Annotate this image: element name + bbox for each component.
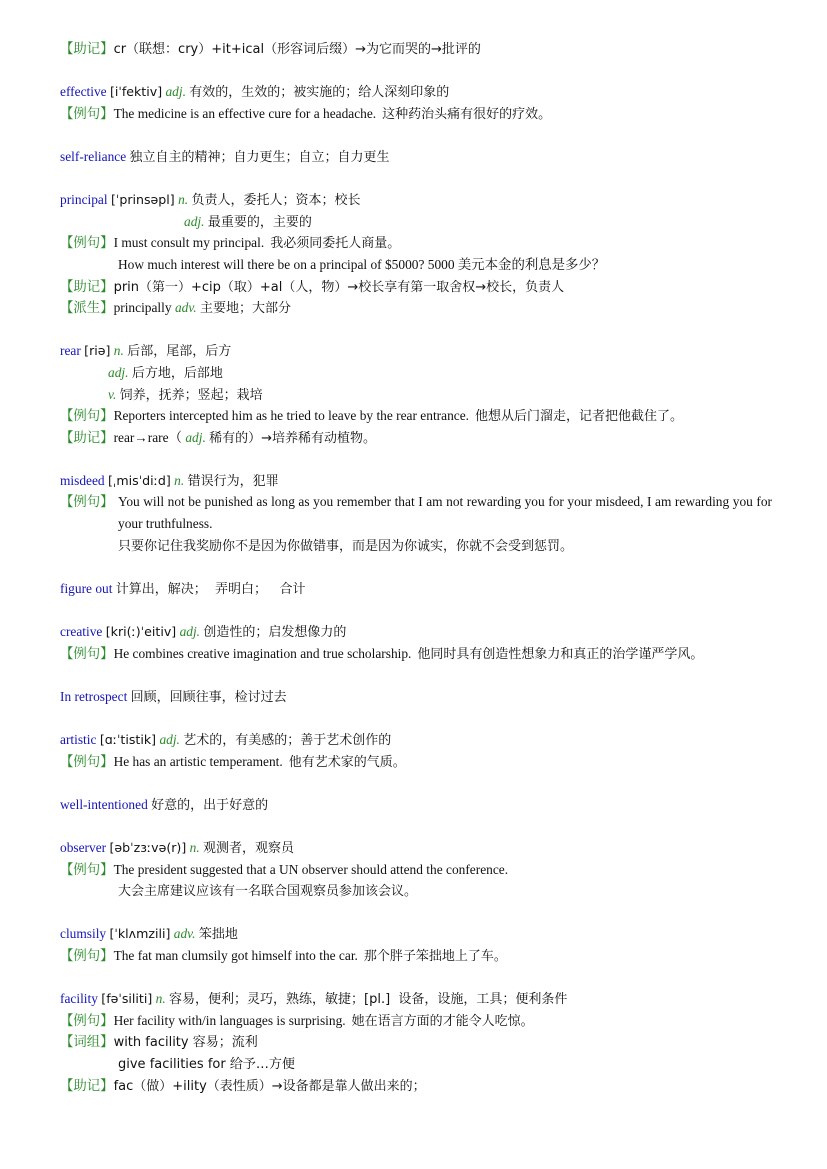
definition: 计算出，解决； 弄明白； 合计: [115, 581, 306, 597]
memo-text: 稀有的）→培养稀有动植物。: [209, 430, 377, 446]
phrase-tag: 【词组】: [60, 1034, 114, 1050]
definition: 艺术的，有美感的；善于艺术创作的: [183, 733, 392, 748]
example-english: He combines creative imagination and true scholarship.: [113, 645, 412, 661]
part-of-speech: adj.: [108, 364, 129, 380]
example-english: Reporters intercepted him as he tried to leave by the rear entrance.: [113, 408, 469, 424]
headword: observer: [60, 839, 107, 855]
part-of-speech: n.: [155, 991, 166, 1007]
part-of-speech: adj.: [185, 429, 206, 445]
headword: self-reliance: [60, 148, 127, 164]
definition: 容易，便利；灵巧，熟练，敏捷；[pl.] 设备，设施，工具；便利条件: [169, 992, 568, 1008]
phonetic: [əbˈzɜːvə(r)]: [109, 839, 187, 855]
part-of-speech: adj.: [184, 213, 205, 229]
example-line: [60, 1010, 772, 1032]
example-tag: 【例句】: [60, 753, 114, 769]
entry-headword-line: [60, 340, 772, 362]
example-chinese: 只要你记住我奖励你不是因为你做错事，而是因为你诚实，你就不会受到惩罚。: [118, 538, 574, 554]
sense-line: [60, 211, 772, 233]
example-english: You will not be punished as long as you remember that I am not rewarding you for your misdeed, I am rewarding you for your truthfulness.: [118, 494, 772, 532]
example-english: Her facility with/in languages is surprising.: [113, 1012, 346, 1028]
sense-line: [60, 362, 772, 384]
memo-prefix: rear→rare（: [113, 429, 182, 445]
part-of-speech: n.: [178, 192, 189, 208]
entry-headword-line: [60, 470, 772, 492]
example-line: [60, 103, 772, 125]
headword: facility: [60, 991, 98, 1007]
headword: misdeed: [60, 472, 105, 488]
memo-tag: 【助记】: [60, 1077, 114, 1093]
example-chinese: 他有艺术家的气质。: [288, 754, 406, 770]
phonetic: [ˈprinsəpl]: [110, 192, 175, 208]
example-line: [60, 254, 772, 276]
example-line: [60, 945, 772, 967]
definition: 笨拙地: [198, 927, 238, 943]
phonetic: [ɑːˈtistik]: [99, 732, 157, 747]
definition: 好意的，出于好意的: [151, 797, 269, 813]
derivation-tag: 【派生】: [60, 300, 114, 316]
memo-text: prin（第一）+cip（取）+al（人，物）→校长享有第一取舍权→校长，负责人: [113, 279, 565, 295]
document-page: [60, 38, 772, 1096]
entry-headword-line: [60, 189, 772, 211]
derived-word: principally: [113, 300, 172, 316]
memo-tag: 【助记】: [60, 278, 114, 294]
phonetic: [iˈfektiv]: [109, 84, 163, 100]
entry-headword-line: [60, 729, 772, 751]
example-tag: 【例句】: [60, 1012, 114, 1028]
example-line: [60, 751, 772, 773]
headword: well-intentioned: [60, 796, 148, 812]
phrase-line: [60, 1053, 772, 1075]
memo-text: cr（联想：cry）+it+ical（形容词后缀）→为它而哭的→批评的: [113, 42, 481, 57]
phonetic: [riə]: [84, 343, 111, 359]
headword: principal: [60, 192, 108, 208]
phonetic: [ˌmisˈdiːd]: [107, 472, 171, 488]
headword: rear: [60, 343, 81, 359]
example-english: The medicine is an effective cure for a headache.: [113, 105, 377, 121]
entry-headword-line: [60, 686, 772, 708]
definition: 有效的，生效的；被实施的；给人深刻印象的: [189, 85, 450, 101]
sense-line: [60, 384, 772, 406]
example-tag: 【例句】: [60, 947, 114, 963]
headword: In retrospect: [60, 688, 128, 704]
example-chinese: 他想从后门溜走，记者把他截住了。: [475, 409, 684, 425]
phrase-text: with facility 容易；流利: [113, 1035, 258, 1051]
example-line: [60, 643, 772, 665]
entry-headword-line: [60, 578, 772, 600]
part-of-speech: adv.: [174, 300, 197, 316]
part-of-speech: adj.: [159, 732, 180, 747]
example-english: He has an artistic temperament.: [113, 753, 283, 769]
entry-headword-line: [60, 988, 772, 1010]
entry-headword-line: [60, 794, 772, 816]
example-chinese: 那个胖子笨拙地上了车。: [363, 948, 507, 964]
example-line: [60, 880, 772, 902]
memo-tag: 【助记】: [60, 429, 114, 445]
part-of-speech: n.: [113, 343, 124, 359]
definition: 后部，尾部，后方: [127, 344, 232, 360]
example-line: [60, 232, 772, 254]
example-english: How much interest will there be on a principal of $5000? 5000 美元本金的利息是多少？: [118, 256, 606, 272]
entry-headword-line: [60, 923, 772, 945]
example-chinese: 这种药治头痛有很好的疗效。: [382, 106, 552, 122]
entry-headword-line: [60, 81, 772, 103]
part-of-speech: adv.: [173, 926, 196, 942]
memo-line: [60, 1075, 772, 1097]
definition: 饲养，抚养；竖起；栽培: [119, 387, 263, 403]
example-chinese: 她在语言方面的才能令人吃惊。: [351, 1013, 534, 1029]
entry-headword-line: [60, 621, 772, 643]
entry-headword-line: [60, 146, 772, 168]
phrase-text: give facilities for 给予…方便: [118, 1056, 295, 1072]
example-line: [60, 535, 772, 557]
definition: 回顾，回顾往事，检讨过去: [130, 689, 287, 705]
definition: 观测者，观察员: [203, 840, 295, 856]
example-line: [60, 405, 772, 427]
memo-text: fac（做）+ility（表性质）→设备都是靠人做出来的；: [113, 1078, 426, 1094]
phrase-line: [60, 1031, 772, 1053]
example-english: The president suggested that a UN observer should attend the conference.: [113, 861, 509, 877]
headword: creative: [60, 624, 103, 640]
example-english: The fat man clumsily got himself into the car.: [113, 947, 358, 963]
phonetic: [kri(ː)ˈeitiv]: [105, 624, 177, 640]
example-tag: 【例句】: [60, 408, 114, 424]
example-tag: 【例句】: [60, 235, 114, 251]
part-of-speech: n.: [174, 472, 185, 488]
definition: 后方地，后部地: [131, 365, 223, 381]
part-of-speech: v.: [108, 386, 117, 402]
definition: 创造性的；启发想像力的: [203, 625, 347, 641]
example-chinese: 大会主席建议应该有一名联合国观察员参加该会议。: [118, 884, 418, 900]
derivation-line: [60, 297, 772, 319]
headword: effective: [60, 84, 107, 100]
example-tag: 【例句】: [60, 861, 114, 877]
memo-tag: 【助记】: [60, 41, 114, 56]
phonetic: [fəˈsiliti]: [101, 991, 153, 1007]
example-line: [60, 859, 772, 881]
example-tag: 【例句】: [60, 494, 114, 510]
memo-line: [60, 38, 772, 60]
example-line: [60, 491, 772, 534]
example-chinese: 我必须同委托人商量。: [270, 236, 401, 252]
phonetic: [ˈklʌmzili]: [109, 926, 171, 942]
example-english: I must consult my principal.: [113, 235, 265, 251]
definition: 独立自主的精神；自力更生；自立；自力更生: [129, 149, 390, 165]
memo-line: [60, 276, 772, 298]
headword: figure out: [60, 580, 113, 596]
headword: artistic: [60, 732, 97, 747]
part-of-speech: adj.: [165, 84, 186, 100]
memo-line: [60, 427, 772, 449]
headword: clumsily: [60, 926, 107, 942]
definition: 错误行为，犯罪: [187, 473, 279, 489]
example-tag: 【例句】: [60, 105, 114, 121]
definition: 最重要的，主要的: [207, 214, 312, 230]
example-chinese: 他同时具有创造性想象力和真正的治学谨严学风。: [417, 646, 704, 662]
example-tag: 【例句】: [60, 645, 114, 661]
definition: 负责人，委托人；资本；校长: [191, 193, 361, 209]
entry-headword-line: [60, 837, 772, 859]
part-of-speech: adj.: [179, 624, 201, 640]
part-of-speech: n.: [189, 839, 200, 855]
definition: 主要地；大部分: [199, 301, 291, 317]
